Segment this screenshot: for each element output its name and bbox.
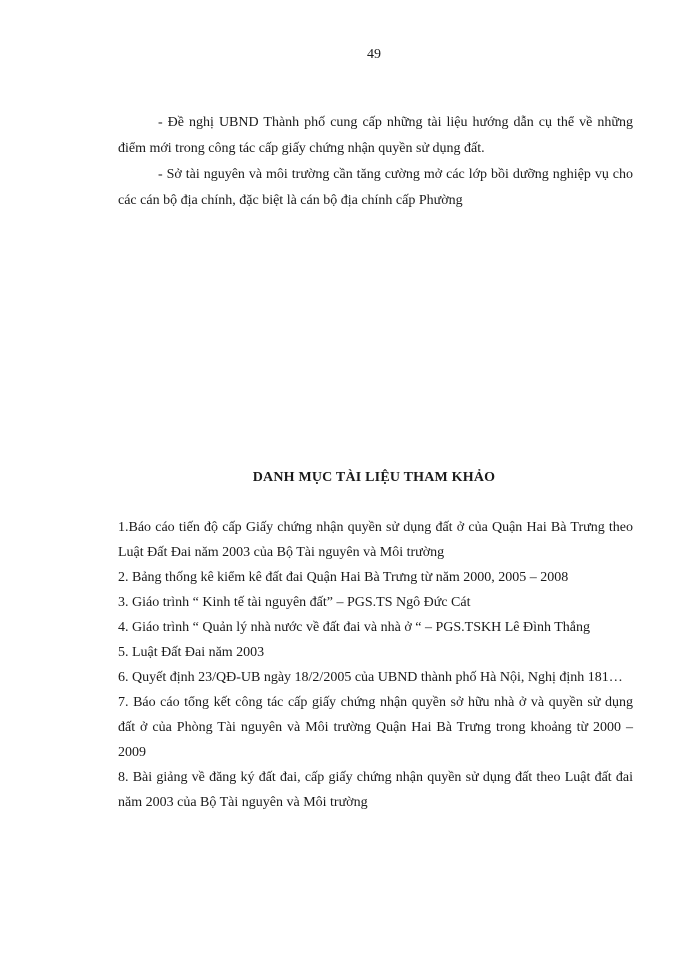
reference-item: 7. Báo cáo tổng kết công tác cấp giấy chứng nhận quyền sở hữu nhà ở và quyền sử dụng đất ở của Phòng Tài nguyên và Môi trường Quận Hai Bà Trưng trong khoảng từ 2000 – 2009 [118, 695, 633, 760]
reference-item: 2. Bảng thống kê kiểm kê đất đai Quận Hai Bà Trưng từ năm 2000, 2005 – 2008 [118, 570, 569, 585]
reference-item: 5. Luật Đất Đai năm 2003 [118, 645, 265, 660]
recommendation-paragraph: - Sở tài nguyên và môi trường cần tăng cường mở các lớp bồi dưỡng nghiệp vụ cho các cán bộ địa chính, đặc biệt là cán bộ địa chính cấp Phường [118, 167, 633, 208]
references-list [118, 515, 633, 815]
reference-item: 3. Giáo trình “ Kinh tế tài nguyên đất” – PGS.TS Ngô Đức Cát [118, 595, 471, 610]
recommendations-section [118, 110, 633, 214]
references-heading: DANH MỤC TÀI LIỆU THAM KHẢO [252, 470, 496, 485]
reference-item: 1.Báo cáo tiến độ cấp Giấy chứng nhận quyền sử dụng đất ở của Quận Hai Bà Trưng theo Luật Đất Đai năm 2003 của Bộ Tài nguyên và Môi trường [118, 520, 633, 560]
recommendation-paragraph: - Đề nghị UBND Thành phố cung cấp những tài liệu hướng dẫn cụ thể về những điểm mới trong công tác cấp giấy chứng nhận quyền sử dụng đất. [118, 115, 633, 156]
page-number: 49 [367, 47, 381, 62]
reference-item: 6. Quyết định 23/QĐ-UB ngày 18/2/2005 của UBND thành phố Hà Nội, Nghị định 181… [118, 670, 623, 685]
reference-item: 8. Bài giảng về đăng ký đất đai, cấp giấy chứng nhận quyền sử dụng đất theo Luật đất đai năm 2003 của Bộ Tài nguyên và Môi trường [118, 770, 633, 810]
reference-item: 4. Giáo trình “ Quản lý nhà nước về đất đai và nhà ở “ – PGS.TSKH Lê Đình Thắng [118, 620, 590, 635]
